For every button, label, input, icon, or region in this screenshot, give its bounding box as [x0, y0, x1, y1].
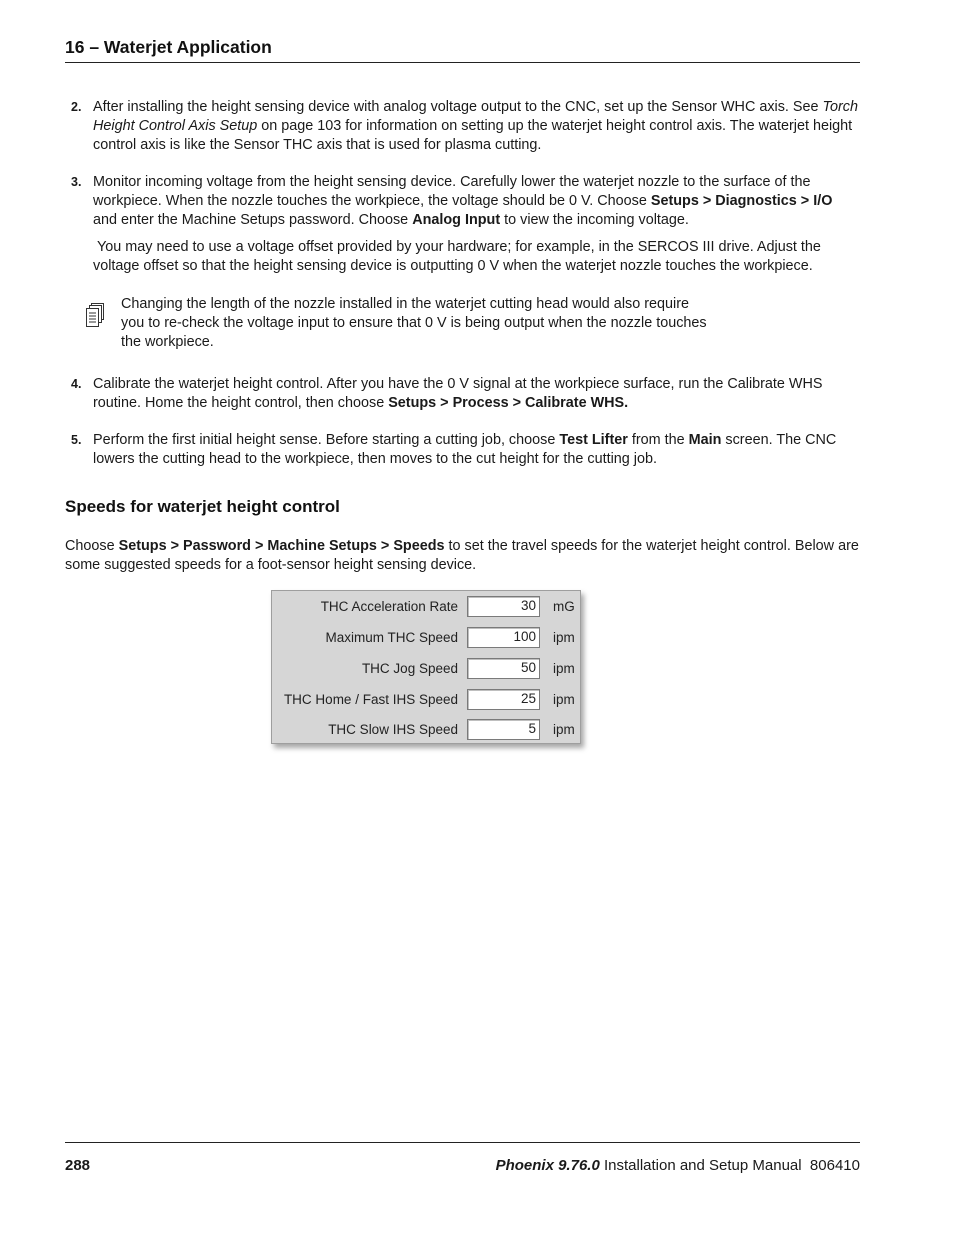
speed-unit: ipm	[553, 630, 575, 645]
step-text-part: to view the incoming voltage.	[500, 212, 689, 228]
step-2	[65, 98, 860, 158]
speed-label: Maximum THC Speed	[325, 630, 458, 645]
step-text-part: and enter the Machine Setups password. Choose	[93, 212, 413, 228]
speed-row-thc-acceleration-rate	[272, 593, 580, 624]
input-value: 100	[513, 629, 536, 644]
speed-unit: ipm	[553, 692, 575, 707]
speed-unit: ipm	[553, 661, 575, 676]
menu-path: Main	[688, 432, 722, 448]
step-text-part: Calibrate the waterjet height control. After you have the 0 V signal at the workpiece surface, run the Calibrate WHS routine. Home the height control, then choose	[93, 376, 823, 411]
product-name: Phoenix 9.76.0	[495, 1157, 600, 1174]
step-text-part: screen. The CNC lowers the cutting head to the workpiece, then moves to the cut height for the cutting job.	[93, 432, 837, 467]
speeds-setup-panel	[271, 590, 581, 744]
step-4	[65, 375, 860, 415]
menu-path: Analog Input	[412, 212, 501, 228]
speed-row-thc-home-fast-ihs-speed	[272, 686, 580, 717]
page-header-title: 16 – Waterjet Application	[65, 37, 272, 57]
speed-unit: ipm	[553, 722, 575, 737]
step-text	[93, 375, 859, 413]
step-number: 4.	[71, 377, 82, 391]
cross-reference-link[interactable]: Torch Height Control Axis Setup	[93, 99, 858, 134]
paragraph-text: You may need to use a voltage offset provided by your hardware; for example, in the SERCOS III drive. Adjust the voltage offset so that the height sensing device is outputting 0 V when the waterjet nozzle touches the workpiece.	[93, 239, 821, 274]
step-text	[93, 173, 859, 230]
speed-label: THC Slow IHS Speed	[328, 722, 458, 737]
step-text-part: on page 103 for information on setting up the waterjet height control axis. The waterjet height control axis is like the Sensor THC axis that is used for plasma cutting.	[93, 118, 853, 153]
maximum-thc-speed-input[interactable]	[467, 627, 540, 648]
step-text-part: After installing the height sensing device with analog voltage output to the CNC, set up the Sensor WHC axis. See	[93, 99, 823, 115]
step-5	[65, 431, 860, 471]
page-number: 288	[65, 1157, 91, 1174]
header-rule	[65, 62, 860, 63]
step-number: 3.	[71, 175, 82, 189]
input-value: 25	[520, 691, 536, 706]
menu-path: Setups > Process > Calibrate WHS.	[388, 395, 629, 411]
step-text	[93, 431, 859, 469]
thc-jog-speed-input[interactable]	[467, 658, 540, 679]
step-text-part: Perform the first initial height sense. Before starting a cutting job, choose	[93, 432, 560, 448]
step-3	[65, 173, 860, 233]
thc-slow-ihs-speed-input[interactable]	[467, 719, 540, 740]
speed-row-thc-slow-ihs-speed	[272, 716, 580, 747]
step-number: 5.	[71, 433, 82, 447]
step-text	[93, 98, 859, 155]
intro-text-part: Choose	[65, 538, 119, 554]
intro-text-part: to set the travel speeds for the waterjet height control. Below are some suggested speeds for a foot-sensor height sensing device.	[65, 538, 859, 573]
manual-name: Installation and Setup Manual 806410	[599, 1157, 860, 1174]
speed-row-thc-jog-speed	[272, 655, 580, 686]
thc-home-fast-ihs-speed-input[interactable]	[467, 689, 540, 710]
note-text: Changing the length of the nozzle installed in the waterjet cutting head would also require you to re-check the voltage input to ensure that 0 V is being output when the nozzle touches the workpiece.	[121, 296, 707, 350]
input-value: 5	[528, 721, 536, 736]
menu-path: Setups > Password > Machine Setups > Speeds	[118, 538, 445, 554]
section-heading: Speeds for waterjet height control	[65, 497, 340, 516]
section-intro	[65, 537, 865, 575]
step-number: 2.	[71, 100, 82, 114]
speed-label: THC Jog Speed	[361, 661, 458, 676]
speed-unit: mG	[553, 599, 575, 614]
input-value: 50	[520, 660, 536, 675]
thc-acceleration-rate-input[interactable]	[467, 596, 540, 617]
footer-rule	[65, 1142, 860, 1143]
menu-path: Setups > Diagnostics > I/O	[650, 193, 833, 209]
step-text-part: from the	[627, 432, 689, 448]
footer-manual-title	[496, 1157, 860, 1174]
step-text-part: Monitor incoming voltage from the height sensing device. Carefully lower the waterjet nozzle to the surface of the workpiece. When the nozzle touches the workpiece, the voltage should be 0 V. Choose	[93, 174, 811, 209]
menu-path: Test Lifter	[559, 432, 628, 448]
note-pages-icon	[86, 303, 104, 327]
speed-label: THC Acceleration Rate	[320, 599, 458, 614]
speed-row-maximum-thc-speed	[272, 624, 580, 655]
input-value: 30	[520, 598, 536, 613]
step-3-extra-paragraph	[93, 238, 859, 276]
speed-label: THC Home / Fast IHS Speed	[283, 692, 458, 707]
